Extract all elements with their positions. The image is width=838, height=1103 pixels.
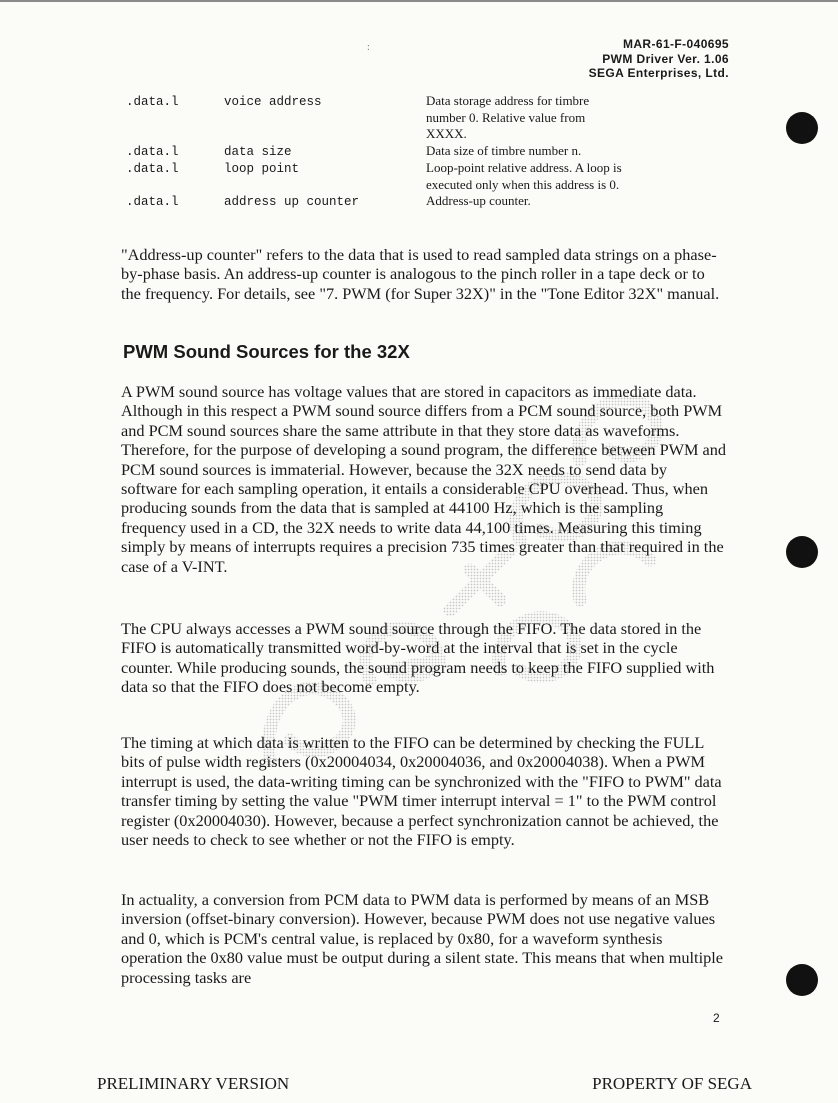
directive-cell: .data.l <box>126 95 179 109</box>
table-row <box>126 93 626 143</box>
data-structure-table <box>126 93 626 211</box>
field-cell: loop point <box>224 162 300 176</box>
directive-cell: .data.l <box>126 195 179 209</box>
footer-property: PROPERTY OF SEGA <box>592 1074 752 1093</box>
footer-preliminary: PRELIMINARY VERSION <box>97 1074 290 1093</box>
driver-version: PWM Driver Ver. 1.06 <box>602 51 729 66</box>
page-number: 2 <box>713 1011 720 1025</box>
table-row <box>126 193 626 211</box>
field-cell: voice address <box>224 95 322 109</box>
directive-cell: .data.l <box>126 144 179 159</box>
description-cell: Data storage address for timbre number 0. Relative value from XXXX. <box>426 93 590 141</box>
section-heading: PWM Sound Sources for the 32X <box>123 341 410 362</box>
document-header <box>589 37 729 81</box>
binder-hole <box>786 964 818 996</box>
table-row <box>126 160 626 193</box>
description-cell: Address-up counter. <box>426 193 531 208</box>
table-row <box>126 143 626 161</box>
body-paragraph: A PWM sound source has voltage values that are stored in capacitors as immediate data. Although in this respect a PWM sound source differs from a PCM sound source, both PWM and PCM sound sources share the same attribute in that they store data as waveforms. Therefore, for the purpose of developing a sound program, the difference between PWM and PCM sound sources is immaterial. However, because the 32X needs to send data by software for each sampling operation, it entails a considerable CPU overhead. Thus, when producing sounds from the data that is sampled at 44100 Hz, which is the sampling frequency used in a CD, the 32X needs to write data 44,100 times. Measuring this timing simply by means of interrupts requires a precision 735 times greater than that required in the case of a V-INT. <box>121 382 727 576</box>
description-cell: Data size of timbre number n. <box>426 142 582 158</box>
intro-paragraph: "Address-up counter" refers to the data that is used to read sampled data strings on a phase-by-phase basis. An address-up counter is analogous to the pinch roller in a tape deck or to the frequency. For details, see "7. PWM (for Super 32X)" in the "Tone Editor 32X" manual. <box>121 245 720 303</box>
binder-hole <box>786 112 818 144</box>
company-name: SEGA Enterprises, Ltd. <box>588 66 729 80</box>
doc-number: MAR-61-F-040695 <box>622 37 729 51</box>
directive-cell: .data.l <box>126 162 179 176</box>
field-cell: data size <box>224 144 292 159</box>
body-paragraph: The timing at which data is written to the FIFO can be determined by checking the FULL bits of pulse width registers (0x20004034, 0x20004036, and 0x20004038). When a PWM interrupt is used, the data-writing timing can be synchronized with the "FIFO to PWM" data transfer timing by setting the value "PWM timer interrupt interval = 1" to the PWM control register (0x20004030). However, because a perfect synchronization cannot be achieved, the user needs to check to see whether or not the FIFO is empty. <box>121 733 722 850</box>
body-paragraph: The CPU always accesses a PWM sound source through the FIFO. The data stored in the FIFO is automatically transmitted word-by-word at the interval that is set in the cycle counter. While producing sounds, the sound program needs to keep the FIFO supplied with data so that the FIFO does not become empty. <box>121 619 715 697</box>
description-cell: Loop-point relative address. A loop is executed only when this address is 0. <box>426 160 622 192</box>
scan-top-edge <box>0 0 838 2</box>
field-cell: address up counter <box>224 195 360 209</box>
binder-hole <box>786 536 818 568</box>
scan-speck: : <box>367 42 370 53</box>
body-paragraph: In actuality, a conversion from PCM data to PWM data is performed by means of an MSB inversion (offset-binary conversion). However, because PWM does not use negative values and 0, which is PCM's central value, is replaced by 0x80, for a waveform synthesis operation the 0x80 value must be output during a silent state. This means that when multiple processing tasks are <box>121 890 723 987</box>
